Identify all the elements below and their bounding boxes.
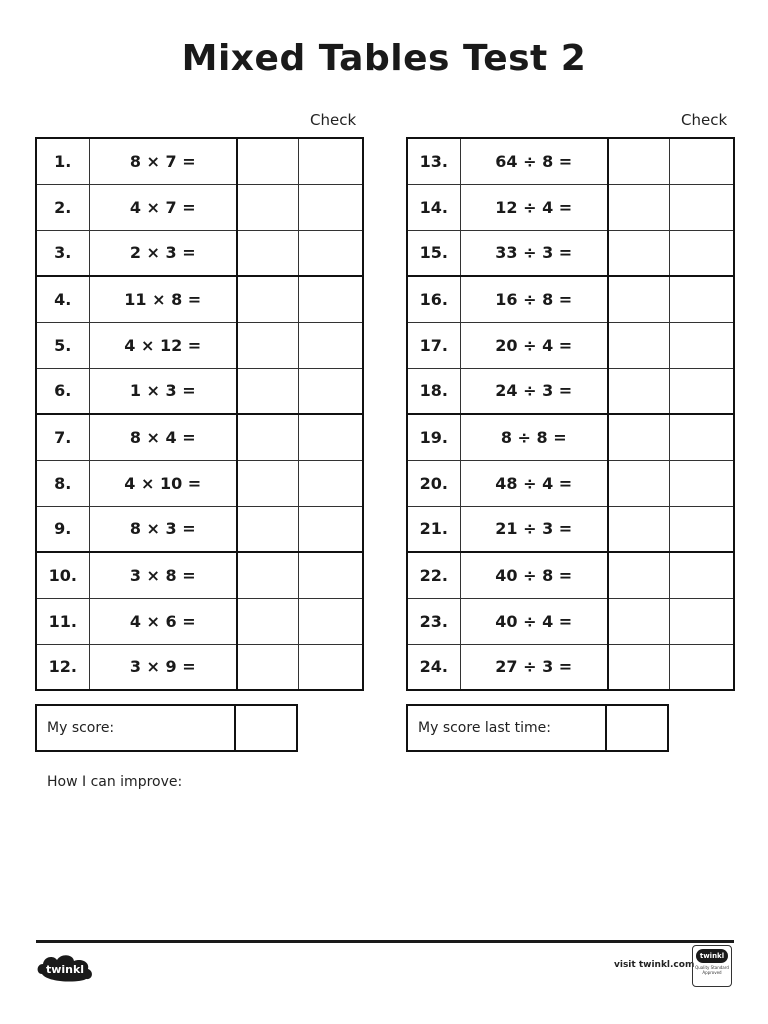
- question-row: [36, 644, 363, 690]
- question-row: [407, 322, 734, 368]
- answer-box[interactable]: [608, 506, 669, 552]
- question-row: [407, 368, 734, 414]
- question-number: 18.: [407, 368, 460, 414]
- question-number: 11.: [36, 598, 89, 644]
- question-number: 14.: [407, 184, 460, 230]
- answer-box[interactable]: [608, 184, 669, 230]
- how-i-can-improve-label: How I can improve:: [47, 774, 183, 790]
- logo-text: twinkl: [45, 963, 85, 976]
- check-box[interactable]: [669, 322, 734, 368]
- answer-box[interactable]: [237, 460, 298, 506]
- twinkl-logo-icon: [36, 950, 96, 984]
- check-box[interactable]: [298, 552, 363, 598]
- question-row: [36, 184, 363, 230]
- question-text: 2 × 3 =: [89, 230, 237, 276]
- question-text: 4 × 7 =: [89, 184, 237, 230]
- question-number: 17.: [407, 322, 460, 368]
- question-text: 33 ÷ 3 =: [460, 230, 608, 276]
- question-row: [36, 368, 363, 414]
- check-box[interactable]: [298, 138, 363, 184]
- my-score-label: My score:: [37, 706, 236, 750]
- check-box[interactable]: [298, 506, 363, 552]
- check-box[interactable]: [669, 230, 734, 276]
- question-number: 22.: [407, 552, 460, 598]
- check-box[interactable]: [669, 552, 734, 598]
- question-text: 8 × 4 =: [89, 414, 237, 460]
- question-row: [36, 598, 363, 644]
- question-text: 3 × 8 =: [89, 552, 237, 598]
- answer-box[interactable]: [237, 414, 298, 460]
- check-box[interactable]: [298, 184, 363, 230]
- question-number: 7.: [36, 414, 89, 460]
- question-text: 4 × 10 =: [89, 460, 237, 506]
- my-score-box: [35, 704, 298, 752]
- question-text: 27 ÷ 3 =: [460, 644, 608, 690]
- check-box[interactable]: [669, 276, 734, 322]
- question-number: 19.: [407, 414, 460, 460]
- check-box[interactable]: [669, 644, 734, 690]
- check-box[interactable]: [298, 414, 363, 460]
- badge-text: Quality Standard Approved: [695, 965, 729, 975]
- answer-box[interactable]: [608, 460, 669, 506]
- answer-box[interactable]: [608, 552, 669, 598]
- my-score-last-time-label: My score last time:: [408, 706, 607, 750]
- question-number: 9.: [36, 506, 89, 552]
- question-number: 20.: [407, 460, 460, 506]
- question-number: 4.: [36, 276, 89, 322]
- check-box[interactable]: [669, 368, 734, 414]
- check-box[interactable]: [669, 460, 734, 506]
- check-box[interactable]: [669, 414, 734, 460]
- question-text: 48 ÷ 4 =: [460, 460, 608, 506]
- answer-box[interactable]: [608, 414, 669, 460]
- answer-box[interactable]: [608, 322, 669, 368]
- question-number: 6.: [36, 368, 89, 414]
- answer-box[interactable]: [608, 138, 669, 184]
- question-text: 8 × 3 =: [89, 506, 237, 552]
- question-text: 11 × 8 =: [89, 276, 237, 322]
- answer-box[interactable]: [237, 506, 298, 552]
- check-box[interactable]: [298, 322, 363, 368]
- check-box[interactable]: [298, 230, 363, 276]
- question-text: 21 ÷ 3 =: [460, 506, 608, 552]
- check-box[interactable]: [669, 598, 734, 644]
- question-text: 4 × 6 =: [89, 598, 237, 644]
- question-row: [407, 230, 734, 276]
- page-title: Mixed Tables Test 2: [181, 38, 587, 79]
- check-box[interactable]: [298, 368, 363, 414]
- my-score-last-time-answer-box[interactable]: [607, 706, 667, 750]
- answer-box[interactable]: [608, 368, 669, 414]
- check-label-right: Check: [681, 111, 728, 129]
- check-box[interactable]: [298, 276, 363, 322]
- answer-box[interactable]: [237, 552, 298, 598]
- footer-divider: [36, 940, 734, 943]
- question-number: 23.: [407, 598, 460, 644]
- answer-box[interactable]: [237, 138, 298, 184]
- answer-box[interactable]: [237, 368, 298, 414]
- question-row: [36, 138, 363, 184]
- question-row: [36, 230, 363, 276]
- question-text: 40 ÷ 4 =: [460, 598, 608, 644]
- question-number: 15.: [407, 230, 460, 276]
- question-row: [407, 138, 734, 184]
- check-label-left: Check: [310, 111, 357, 129]
- question-row: [407, 184, 734, 230]
- question-text: 3 × 9 =: [89, 644, 237, 690]
- question-row: [407, 552, 734, 598]
- question-number: 5.: [36, 322, 89, 368]
- check-box[interactable]: [669, 506, 734, 552]
- question-text: 16 ÷ 8 =: [460, 276, 608, 322]
- answer-box[interactable]: [237, 230, 298, 276]
- question-number: 10.: [36, 552, 89, 598]
- check-box[interactable]: [298, 644, 363, 690]
- question-row: [407, 276, 734, 322]
- check-box[interactable]: [298, 460, 363, 506]
- answer-box[interactable]: [237, 644, 298, 690]
- question-text: 8 ÷ 8 =: [460, 414, 608, 460]
- check-box[interactable]: [669, 138, 734, 184]
- my-score-answer-box[interactable]: [236, 706, 296, 750]
- question-number: 24.: [407, 644, 460, 690]
- question-number: 21.: [407, 506, 460, 552]
- question-text: 64 ÷ 8 =: [460, 138, 608, 184]
- answer-box[interactable]: [237, 598, 298, 644]
- question-text: 4 × 12 =: [89, 322, 237, 368]
- question-number: 1.: [36, 138, 89, 184]
- left-questions-table: [35, 137, 364, 691]
- question-number: 8.: [36, 460, 89, 506]
- question-text: 12 ÷ 4 =: [460, 184, 608, 230]
- answer-box[interactable]: [237, 276, 298, 322]
- check-box[interactable]: [298, 598, 363, 644]
- my-score-last-time-box: [406, 704, 669, 752]
- question-text: 1 × 3 =: [89, 368, 237, 414]
- question-row: [407, 506, 734, 552]
- answer-box[interactable]: [237, 322, 298, 368]
- question-row: [36, 322, 363, 368]
- question-row: [407, 460, 734, 506]
- question-text: 20 ÷ 4 =: [460, 322, 608, 368]
- question-row: [407, 644, 734, 690]
- visit-link[interactable]: visit twinkl.com: [614, 960, 695, 970]
- answer-box[interactable]: [608, 230, 669, 276]
- question-number: 12.: [36, 644, 89, 690]
- question-number: 13.: [407, 138, 460, 184]
- question-number: 16.: [407, 276, 460, 322]
- badge-logo: twinkl: [696, 949, 728, 963]
- question-number: 3.: [36, 230, 89, 276]
- question-row: [36, 414, 363, 460]
- question-text: 8 × 7 =: [89, 138, 237, 184]
- question-row: [36, 460, 363, 506]
- answer-box[interactable]: [608, 276, 669, 322]
- quality-badge: [692, 945, 732, 987]
- question-row: [36, 552, 363, 598]
- question-row: [407, 598, 734, 644]
- answer-box[interactable]: [608, 598, 669, 644]
- right-questions-table: [406, 137, 735, 691]
- question-text: 24 ÷ 3 =: [460, 368, 608, 414]
- check-box[interactable]: [669, 184, 734, 230]
- question-number: 2.: [36, 184, 89, 230]
- answer-box[interactable]: [237, 184, 298, 230]
- question-row: [36, 506, 363, 552]
- answer-box[interactable]: [608, 644, 669, 690]
- question-row: [407, 414, 734, 460]
- question-text: 40 ÷ 8 =: [460, 552, 608, 598]
- question-row: [36, 276, 363, 322]
